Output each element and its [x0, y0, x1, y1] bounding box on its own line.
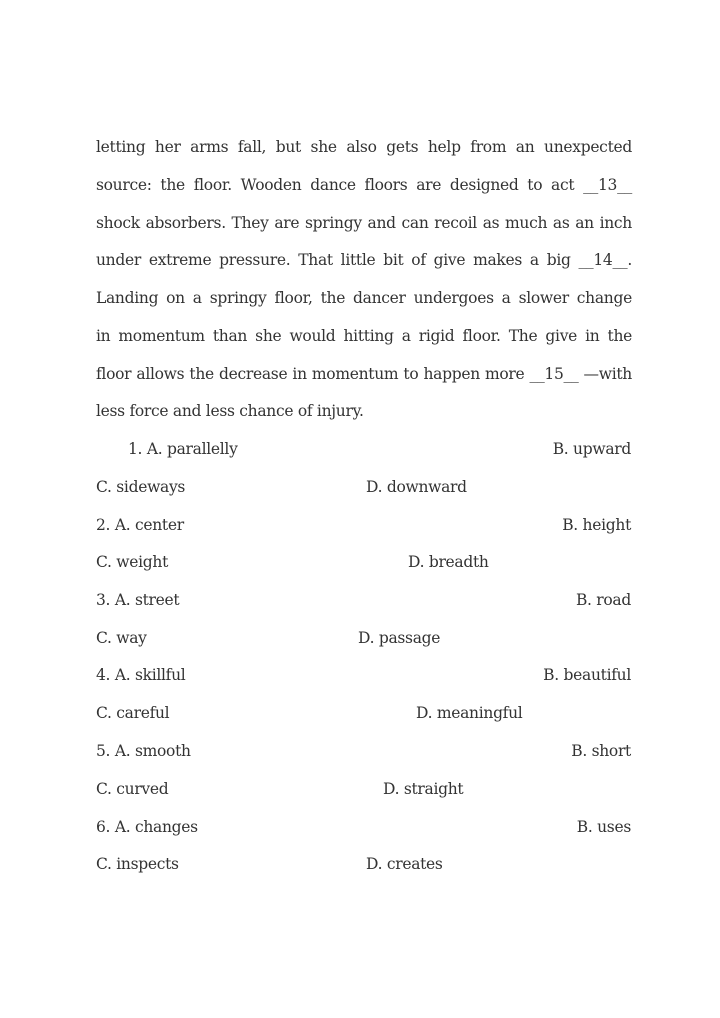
passage-line: in momentum than she would hitting a rigid floor. The give in the: [96, 327, 632, 345]
question-1-option-c: C. sideways: [96, 478, 186, 496]
question-2-option-b: B. height: [562, 516, 631, 534]
question-5-option-a: 5. A. smooth: [96, 742, 191, 760]
question-3-option-a: 3. A. street: [96, 591, 180, 609]
question-3-option-b: B. road: [575, 591, 631, 609]
question-1-option-a: 1. A. parallelly: [128, 440, 238, 458]
question-4-option-d: D. meaningful: [416, 704, 523, 722]
question-1-option-d: D. downward: [366, 478, 467, 496]
question-5-option-d: D. straight: [383, 780, 464, 798]
question-6-option-a: 6. A. changes: [96, 818, 198, 836]
question-4-option-a: 4. A. skillful: [96, 666, 186, 684]
passage-line: Landing on a springy floor, the dancer undergoes a slower change: [96, 289, 632, 307]
question-4-option-c: C. careful: [96, 704, 170, 722]
question-2-option-d: D. breadth: [408, 553, 489, 571]
passage-line: source: the floor. Wooden dance floors are designed to act __13__: [96, 176, 632, 194]
question-3-option-c: C. way: [96, 629, 147, 647]
passage-line: shock absorbers. They are springy and can recoil as much as an inch: [96, 214, 632, 232]
passage-line: under extreme pressure. That little bit of give makes a big __14__.: [96, 251, 632, 269]
question-6-option-c: C. inspects: [96, 855, 179, 873]
question-1-option-b: B. upward: [552, 440, 631, 458]
question-5-option-b: B. short: [571, 742, 631, 760]
question-3-option-d: D. passage: [358, 629, 441, 647]
question-6-option-d: D. creates: [366, 855, 443, 873]
passage-line: floor allows the decrease in momentum to happen more __15__ —with: [96, 365, 632, 383]
question-2-option-c: C. weight: [96, 553, 168, 571]
question-2-option-a: 2. A. center: [96, 516, 184, 534]
question-5-option-c: C. curved: [96, 780, 169, 798]
question-4-option-b: B. beautiful: [543, 666, 631, 684]
passage-line: letting her arms fall, but she also gets help from an unexpected: [96, 138, 632, 156]
passage-line: less force and less chance of injury.: [96, 402, 364, 420]
question-6-option-b: B. uses: [576, 818, 631, 836]
